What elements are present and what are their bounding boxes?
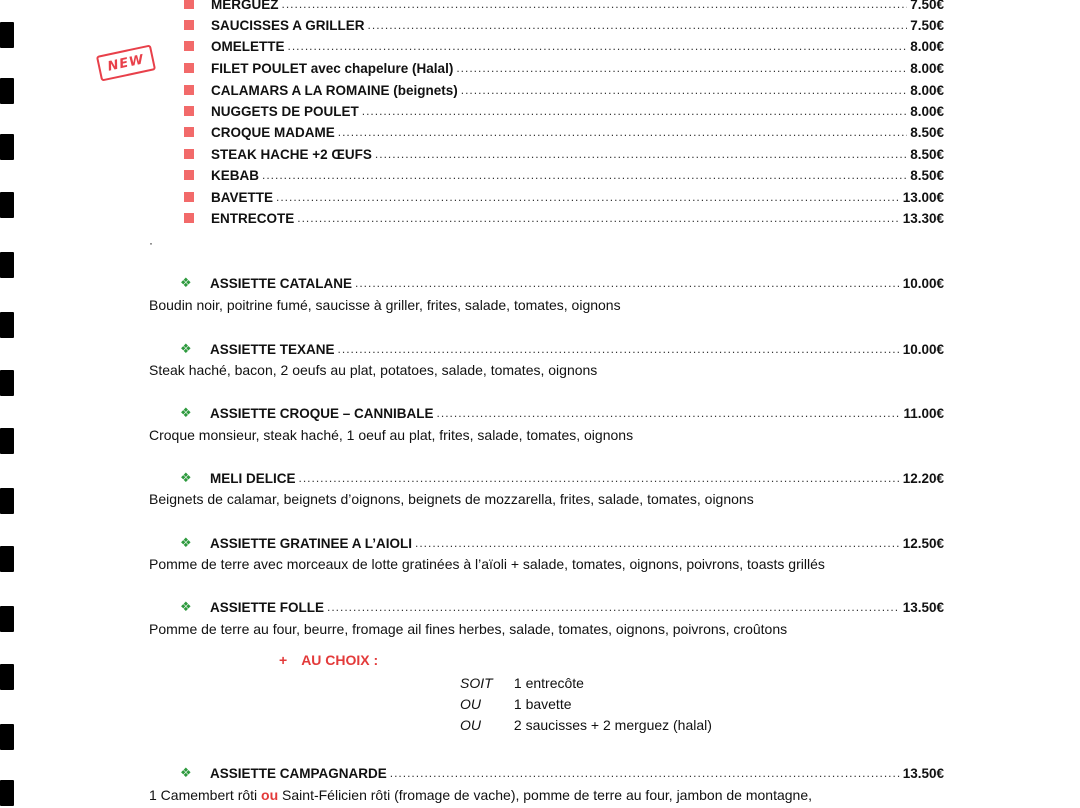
diamond-bullet-icon: ❖ bbox=[180, 470, 192, 485]
square-bullet-icon bbox=[184, 41, 194, 51]
plate-description: Pomme de terre au four, beurre, fromage ail fines herbes, salade, tomates, oignons, poivrons, croûtons bbox=[149, 621, 788, 637]
square-bullet-icon bbox=[184, 85, 194, 95]
desc-part: Saint-Félicien rôti (fromage de vache), pomme de terre au four, jambon de montagne, bbox=[282, 787, 812, 803]
plate-title bbox=[180, 468, 944, 488]
binder-hole bbox=[0, 370, 14, 396]
choice-text: 1 bavette bbox=[513, 696, 572, 712]
item-name: NUGGETS DE POULET bbox=[211, 103, 359, 119]
plate-description: Croque monsieur, steak haché, 1 oeuf au plat, frites, salade, tomates, oignons bbox=[149, 427, 634, 443]
choice-option bbox=[460, 696, 572, 712]
plate-description: Pomme de terre avec morceaux de lotte gratinées à l’aïoli + salade, tomates, oignons, poivrons, toasts grillés bbox=[149, 556, 825, 572]
diamond-bullet-icon: ❖ bbox=[180, 535, 192, 550]
diamond-bullet-icon: ❖ bbox=[180, 341, 192, 356]
square-bullet-icon bbox=[184, 170, 194, 180]
binder-hole bbox=[0, 724, 14, 750]
square-bullet-icon bbox=[184, 20, 194, 30]
choice-heading bbox=[279, 652, 378, 668]
plate-name: ASSIETTE FOLLE bbox=[210, 599, 325, 615]
square-bullet-icon bbox=[184, 149, 194, 159]
binder-hole bbox=[0, 606, 14, 632]
item-price: 8.00€ bbox=[910, 60, 944, 76]
plate-name: ASSIETTE CROQUE – CANNIBALE bbox=[210, 405, 434, 421]
item-price: 7.50€ bbox=[910, 17, 944, 33]
binder-edge bbox=[0, 0, 24, 808]
item-name: MERGUEZ bbox=[211, 0, 279, 12]
new-badge: NEW bbox=[96, 44, 156, 81]
item-name: FILET POULET avec chapelure (Halal) bbox=[211, 60, 454, 76]
binder-hole bbox=[0, 22, 14, 48]
item-price: 8.50€ bbox=[910, 167, 944, 183]
plate-title bbox=[180, 597, 944, 617]
plate-name: ASSIETTE CATALANE bbox=[210, 275, 353, 291]
menu-item bbox=[184, 122, 944, 142]
menu-item bbox=[184, 58, 944, 78]
item-price: 8.00€ bbox=[910, 38, 944, 54]
stray-mark: · bbox=[149, 236, 153, 250]
item-price: 8.50€ bbox=[910, 146, 944, 162]
square-bullet-icon bbox=[184, 63, 194, 73]
binder-hole bbox=[0, 488, 14, 514]
plate-price: 10.00€ bbox=[902, 275, 944, 291]
binder-hole bbox=[0, 78, 14, 104]
plate-title bbox=[180, 763, 944, 783]
plus-icon: + bbox=[279, 652, 288, 668]
binder-hole bbox=[0, 780, 14, 806]
item-price: 13.30€ bbox=[902, 210, 944, 226]
plate-name: ASSIETTE CAMPAGNARDE bbox=[210, 765, 387, 781]
item-name: STEAK HACHE +2 ŒUFS bbox=[211, 146, 372, 162]
item-name: CROQUE MADAME bbox=[211, 124, 335, 140]
choice-conjunction: OU bbox=[460, 696, 481, 712]
menu-item bbox=[184, 187, 944, 207]
item-name: CALAMARS A LA ROMAINE (beignets) bbox=[211, 82, 458, 98]
square-bullet-icon bbox=[184, 0, 194, 9]
plate-name: MELI DELICE bbox=[210, 470, 296, 486]
item-price: 13.00€ bbox=[902, 189, 944, 205]
diamond-bullet-icon: ❖ bbox=[180, 405, 192, 420]
square-bullet-icon bbox=[184, 192, 194, 202]
choice-heading-label: AU CHOIX : bbox=[301, 652, 379, 668]
square-bullet-icon bbox=[184, 127, 194, 137]
menu-item bbox=[184, 0, 944, 14]
menu-item bbox=[184, 80, 944, 100]
item-name: BAVETTE bbox=[211, 189, 274, 205]
plate-description: Boudin noir, poitrine fumé, saucisse à griller, frites, salade, tomates, oignons bbox=[149, 297, 621, 313]
plate-price: 13.50€ bbox=[902, 599, 944, 615]
menu-item bbox=[184, 101, 944, 121]
menu-item bbox=[184, 165, 944, 185]
menu-item bbox=[184, 144, 944, 164]
item-price: 8.00€ bbox=[910, 82, 944, 98]
plate-price: 10.00€ bbox=[902, 341, 944, 357]
choice-conjunction: OU bbox=[460, 717, 481, 733]
item-price: 8.50€ bbox=[910, 124, 944, 140]
plate-name: ASSIETTE GRATINEE A L’AIOLI bbox=[210, 535, 413, 551]
item-name: SAUCISSES A GRILLER bbox=[211, 17, 365, 33]
binder-hole bbox=[0, 252, 14, 278]
item-price: 7.50€ bbox=[910, 0, 944, 12]
plate-price: 12.20€ bbox=[902, 470, 944, 486]
plate-price: 13.50€ bbox=[902, 765, 944, 781]
desc-or: ou bbox=[261, 787, 279, 803]
binder-hole bbox=[0, 428, 14, 454]
plate-title bbox=[180, 533, 944, 553]
item-name: KEBAB bbox=[211, 167, 260, 183]
binder-hole bbox=[0, 192, 14, 218]
plate-title bbox=[180, 273, 944, 293]
binder-hole bbox=[0, 312, 14, 338]
item-price: 8.00€ bbox=[910, 103, 944, 119]
plate-title bbox=[180, 339, 944, 359]
choice-option bbox=[460, 675, 584, 691]
menu-item bbox=[184, 15, 944, 35]
diamond-bullet-icon: ❖ bbox=[180, 599, 192, 614]
choice-conjunction: SOIT bbox=[460, 675, 493, 691]
plate-title bbox=[180, 403, 944, 423]
plate-name: ASSIETTE TEXANE bbox=[210, 341, 335, 357]
diamond-bullet-icon: ❖ bbox=[180, 275, 192, 290]
binder-hole bbox=[0, 664, 14, 690]
desc-part: 1 Camembert rôti bbox=[149, 787, 258, 803]
square-bullet-icon bbox=[184, 213, 194, 223]
plate-price: 12.50€ bbox=[902, 535, 944, 551]
plate-description: Steak haché, bacon, 2 oeufs au plat, potatoes, salade, tomates, oignons bbox=[149, 362, 598, 378]
square-bullet-icon bbox=[184, 106, 194, 116]
binder-hole bbox=[0, 134, 14, 160]
plate-price: 11.00€ bbox=[903, 405, 944, 421]
plate-description: Beignets de calamar, beignets d’oignons, beignets de mozzarella, frites, salade, tomates, oignons bbox=[149, 491, 754, 507]
choice-text: 1 entrecôte bbox=[513, 675, 584, 691]
menu-item bbox=[184, 36, 944, 56]
item-name: OMELETTE bbox=[211, 38, 285, 54]
diamond-bullet-icon: ❖ bbox=[180, 765, 192, 780]
choice-text: 2 saucisses + 2 merguez (halal) bbox=[513, 717, 712, 733]
plate-description bbox=[149, 787, 812, 803]
choice-option bbox=[460, 717, 712, 733]
item-name: ENTRECOTE bbox=[211, 210, 295, 226]
binder-hole bbox=[0, 546, 14, 572]
menu-item bbox=[184, 208, 944, 228]
